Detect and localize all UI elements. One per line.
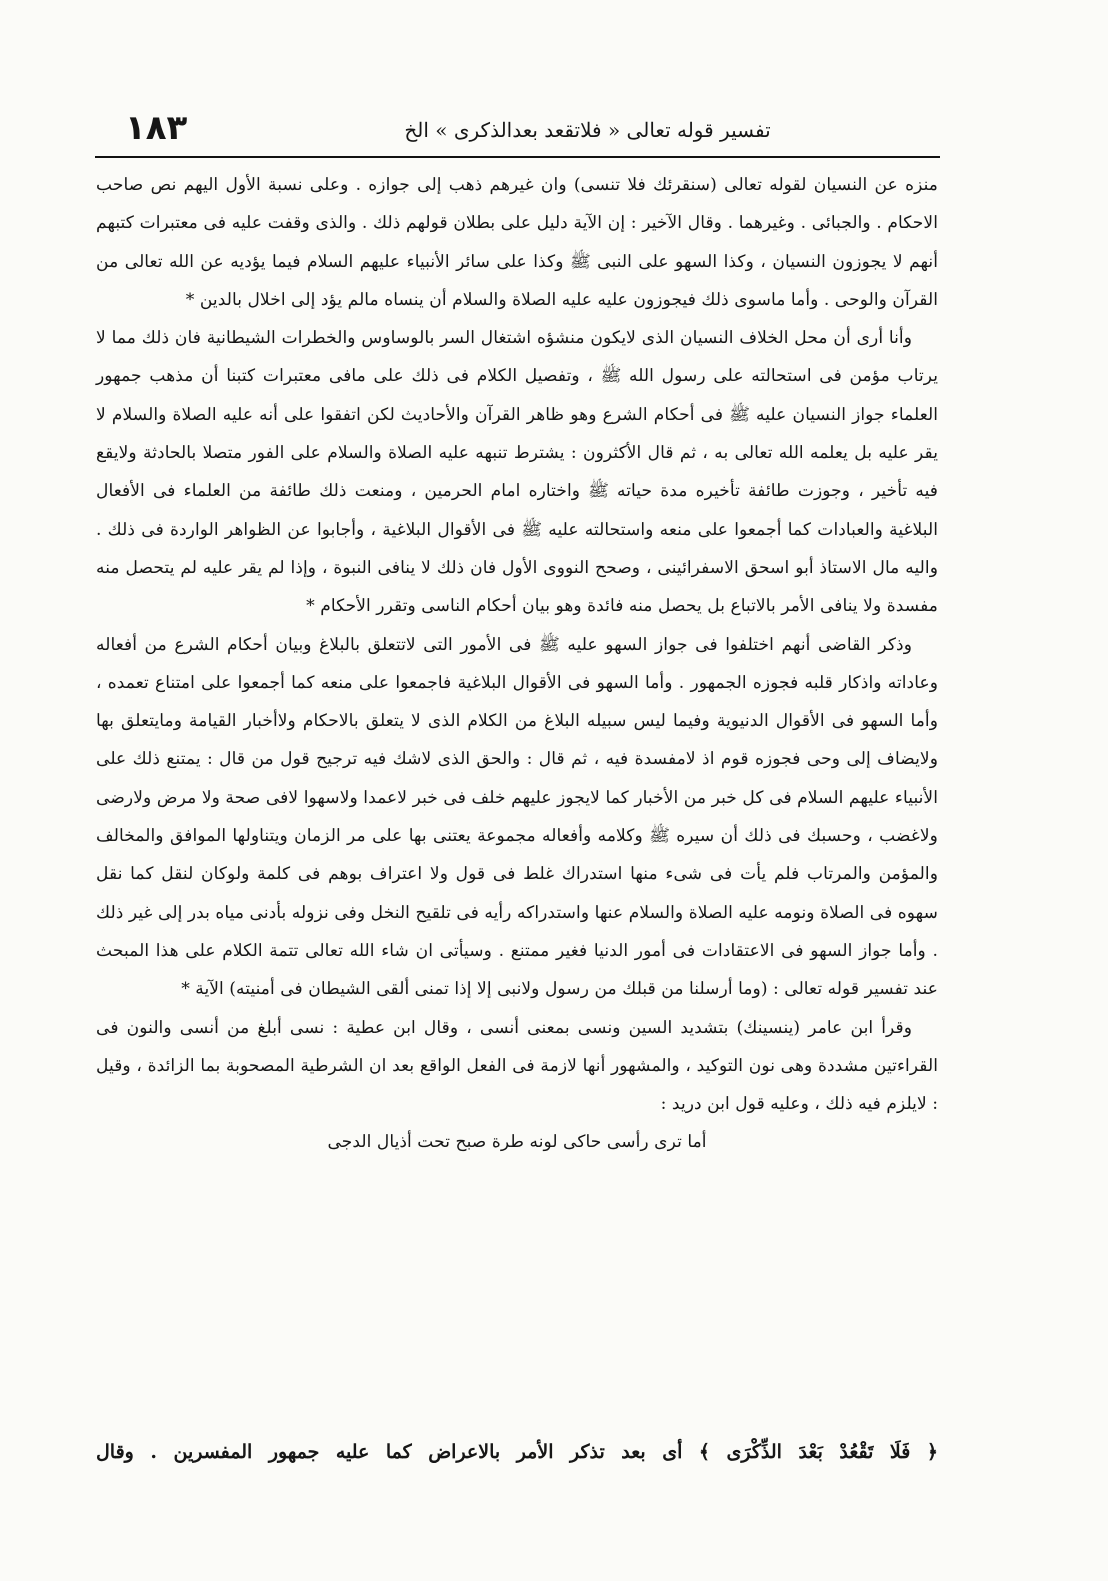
poetry-verse: أما ترى رأسى حاكى لونه طرة صبح تحت أذيال الدجى (327, 1132, 707, 1153)
quranic-verse-line: ﴿ فَلَا تَقْعُدْ بَعْدَ الذِّكْرَى ﴾ أى بعد تذكر الأمر بالاعراض كما عليه جمهور المفسرين . وقال (96, 1441, 938, 1463)
paragraph-4: وقرأ ابن عامر (ينسينك) بتشديد السين ونسى بمعنى أنسى ، وقال ابن عطية : نسى أبلغ من أنسى والنون فى القراءتين مشددة وهى نون التوكيد ، والمشهور أنها لازمة فى الفعل الواقع بعد ان الشرطية المصحوبة بما الزائدة ، وقيل : لايلزم فيه ذلك ، وعليه قول ابن دريد : (96, 1017, 938, 1115)
paragraph-1: منزه عن النسيان لقوله تعالى (سنقرئك فلا تنسى) وان غيرهم ذهب إلى جوازه . وعلى نسبة الأول اليهم نص صاحب الاحكام . والجبائى . وغيرهما . وقال الآخير : إن الآية دليل على بطلان قولهم ذلك . والذى وقفت عليه فى معتبرات كتبهم أنهم لا يجوزون النسيان ، وكذا السهو على النبى ﷺ وكذا على سائر الأنبياء عليهم السلام فيما يؤديه عن الله تعالى من القرآن والوحى . وأما ماسوى ذلك فيجوزون عليه عليه الصلاة والسلام أن ينساه مالم يؤد إلى اخلال بالدين * (96, 175, 938, 310)
body-text (96, 166, 938, 1466)
paragraph-3: وذكر القاضى أنهم اختلفوا فى جواز السهو عليه ﷺ فى الأمور التى لاتتعلق بالبلاغ وبيان أحكام الشرع من أفعاله وعاداته واذكار قلبه فجوزه الجمهور . وأما السهو فى الأقوال البلاغية فاجمعوا على منعه كما أجمعوا على امتناع تعمده ، وأما السهو فى الأقوال الدنيوية وفيما ليس سبيله البلاغ من الكلام الذى لا يتعلق بالاحكام ولاأخبار القيامة ومايتعلق بها ولايضاف إلى وحى فجوزه قوم اذ لامفسدة فيه ، ثم قال : والحق الذى لاشك فيه ترجيح قول من قال : يمتنع ذلك على الأنبياء عليهم السلام فى كل خبر من الأخبار كما لايجوز عليهم خلف فى خبر لاعمدا ولاسهوا لافى صحة ولا مرض ولارضى ولاغضب ، وحسبك فى ذلك أن سيره ﷺ وكلامه وأفعاله مجموعة يعتنى بها على مر الزمان ويتناولها الموافق والمخالف والمؤمن والمرتاب فلم يأت فى شىء منها استدراك غلط فى قول ولا اعتراف بوهم فى كلمة ولوكان لنقل كما نقل سهوه فى الصلاة ونومه عليه الصلاة والسلام عنها واستدراكه رأيه فى تلقيح النخل وفى نزوله بأدنى مياه بدر إلى غير ذلك . وأما جواز السهو فى الاعتقادات فى أمور الدنيا فغير ممتنع . وسيأتى ان شاء الله تعالى تتمة الكلام على هذا المبحث عند تفسير قوله تعالى : (وما أرسلنا من قبلك من رسول ولانبى إلا إذا تمنى ألقى الشيطان فى أمنيته) الآية * (96, 634, 938, 1000)
paragraph-2: وأنا أرى أن محل الخلاف النسيان الذى لايكون منشؤه اشتغال السر بالوساوس والخطرات الشيطانية فان ذلك مما لا يرتاب مؤمن فى استحالته على رسول الله ﷺ ، وتفصيل الكلام فى ذلك على مافى معتبرات كتبنا أن مذهب جمهور العلماء جواز النسيان عليه ﷺ فى أحكام الشرع وهو ظاهر القرآن والأحاديث لكن اتفقوا على أنه عليه الصلاة والسلام لا يقر عليه بل يعلمه الله تعالى به ، ثم قال الأكثرون : يشترط تنبهه عليه الصلاة والسلام على الفور متصلا بالحادثة ولايقع فيه تأخير ، وجوزت طائفة تأخيره مدة حياته ﷺ واختاره امام الحرمين ، ومنعت ذلك طائفة من العلماء فى الأفعال البلاغية والعبادات كما أجمعوا على منعه واستحالته عليه ﷺ فى الأقوال البلاغية ، وأجابوا عن الظواهر الواردة فى ذلك . واليه مال الاستاذ أبو اسحق الاسفرائينى ، وصحح النووى الأول فان ذلك لا ينافى النبوة ، وإذا لم يقر عليه لم يتحصل منه مفسدة ولا ينافى الأمر بالاتباع بل يحصل منه فائدة وهو بيان أحكام الناسى وتقرر الأحكام * (96, 328, 938, 617)
running-title: تفسير قوله تعالى « فلاتقعد بعدالذكرى » الخ (404, 118, 771, 142)
page-header (95, 108, 940, 156)
header-rule (95, 156, 940, 158)
page-number: ١٨٣ (125, 108, 188, 148)
